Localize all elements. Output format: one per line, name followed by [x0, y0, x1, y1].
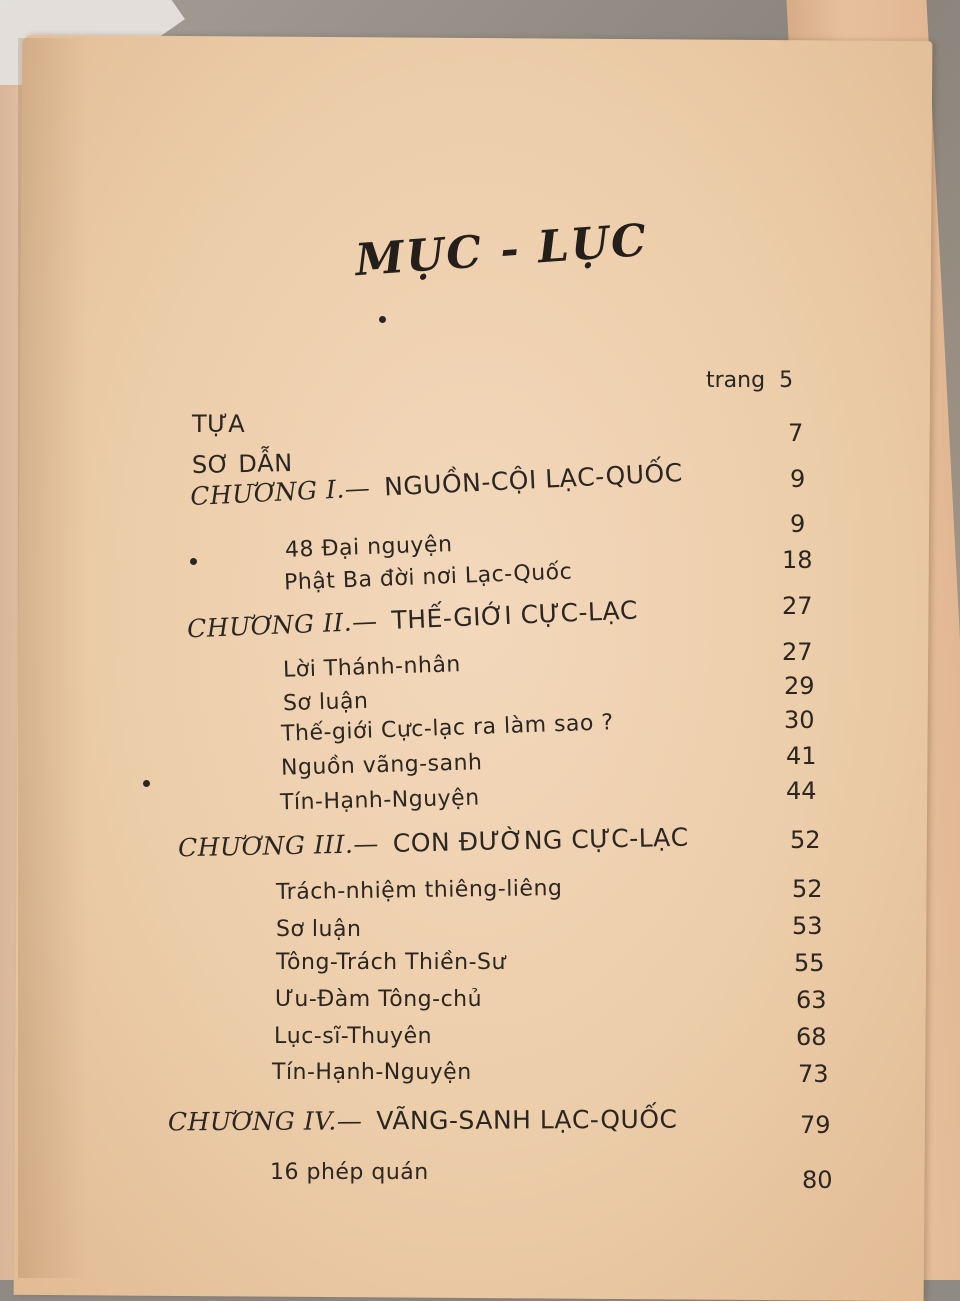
chapter-title: CON ĐƯỜNG CỰC-LẠC [392, 822, 689, 858]
toc-entry: Tín-Hạnh-Nguyện [279, 785, 480, 816]
chapter-number: CHƯƠNG III.— [177, 829, 380, 863]
toc-chapter-3 [178, 823, 689, 863]
toc-page: 44 [786, 777, 817, 805]
toc-entry: Sơ luận [276, 917, 362, 942]
chapter-title: NGUỒN-CỘI LẠC-QUỐC [383, 457, 684, 502]
toc-page: 18 [782, 546, 813, 574]
toc-entry: Lục-sĩ-Thuyên [274, 1024, 433, 1049]
stray-dot [143, 780, 150, 787]
toc-entry: Tông-Trách Thiền-Sư [276, 950, 506, 975]
toc-page: 55 [794, 949, 825, 977]
chapter-number: CHƯƠNG I.— [189, 473, 371, 512]
toc-entry: Nguồn vãng-sanh [280, 750, 483, 781]
toc-chapter-4 [168, 1105, 678, 1137]
toc-page: 63 [796, 986, 827, 1014]
toc-page: 9 [790, 465, 806, 493]
toc-entry: Sơ luận [282, 688, 369, 717]
stray-dot [190, 558, 197, 565]
toc-entry: Thế-giới Cực-lạc ra làm sao ? [280, 710, 614, 747]
toc-page: 30 [784, 706, 815, 734]
chapter-number: CHƯƠNG IV.— [167, 1106, 363, 1137]
trang-text: trang [706, 368, 766, 393]
toc-page: 79 [800, 1111, 831, 1139]
toc-entry: Trách-nhiệm thiêng-liêng [275, 876, 563, 905]
toc-page: 52 [792, 875, 823, 903]
toc-page: 80 [802, 1166, 833, 1194]
toc-page: 73 [798, 1060, 829, 1088]
toc-page: 27 [782, 592, 813, 620]
toc-page: 27 [782, 638, 813, 666]
toc-entry-tua: TỰA [192, 410, 246, 438]
toc-entry-so-dan: SƠ DẪN [191, 448, 293, 480]
toc-entry: 16 phép quán [270, 1160, 429, 1185]
toc-page: 7 [788, 419, 804, 447]
toc-entry: Ưu-Đàm Tông-chủ [275, 987, 483, 1012]
toc-entry: 48 Đại nguyện [284, 532, 453, 563]
toc-entry: Tín-Hạnh-Nguyện [272, 1060, 472, 1085]
toc-page: 52 [790, 826, 821, 854]
toc-page: 29 [784, 672, 815, 700]
toc-entry: Phật Ba đời nơi Lạc-Quốc [283, 559, 573, 596]
toc-entry: Lời Thánh-nhân [282, 652, 462, 683]
toc-page: 9 [790, 510, 806, 538]
toc-chapter-2 [187, 596, 639, 644]
trang-page: 5 [779, 368, 794, 393]
toc-page: 68 [796, 1023, 827, 1051]
chapter-number: CHƯƠNG II.— [186, 606, 379, 644]
chapter-title: THẾ-GIỚI CỰC-LẠC [390, 595, 639, 635]
page-title: MỤC - LỤC [353, 214, 650, 287]
toc-page: 53 [792, 912, 823, 940]
toc-page: 41 [786, 742, 817, 770]
chapter-title: VÃNG-SANH LẠC-QUỐC [376, 1104, 678, 1136]
